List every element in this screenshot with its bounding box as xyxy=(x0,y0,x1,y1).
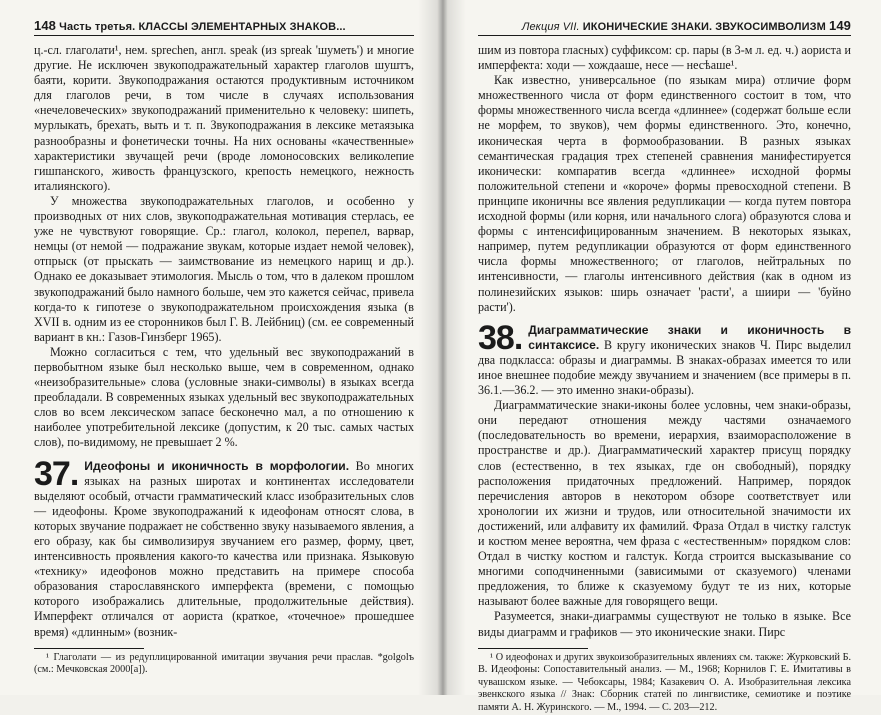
left-running-head xyxy=(34,18,414,36)
right-paragraph-4: Разумеется, знаки-диаграммы существуют не только в языке. Все виды диаграмм и графиков — это иконические знаки. Пирс xyxy=(478,609,851,639)
section-37-body: Во многих языках на разных широтах и континентах исследователи выделяют особый, отчасти грамматический класс изобразительных слов — идеофоны. Кроме звукоподражаний к идеофонам относят слова, в которых звучание подражает не собственно звуку называемого явления, а его образу, как бы символизируя звучанием его размер, форму, цвет, интенсивность проявления какого-то качества или признака. Языковую «технику» идеофонов можно представить на примере способа образования старославянского имперфекта (времени, с помощью которого изображались длительные, продолжительные действия). Имперфект отличался от аориста (краткое, «точечное» прошедшее время) «длинным» (возник- xyxy=(34,458,414,639)
section-38 xyxy=(478,318,851,398)
left-paragraph-1: ц.-сл. глаголати¹, нем. sprechen, англ. speak (из spreak 'шуметь') и многие другие. Не исключен звукоподражательный характер глаголов шуштъ, баяти, корити. Звукоподражания остаются продуктивным источником для глаголов речи, в том числе в случаях использования «нечеловеческих» звукоподражаний применительно к человеку: шипеть, мурлыкать, брехать, выть и т. п. Звукоподражания в лексике метаязыка разнообразны и фонетически точны. На них основаны «качественные» характеристики звучащей речи (вроде ломоносовских великолепие гишпанского, живость французского, крепость немецкого, нежность италиянского). xyxy=(34,43,414,193)
right-running-head-chapter: Лекция VII. xyxy=(521,21,580,33)
section-37 xyxy=(34,454,414,640)
right-footnote: ¹ О идеофонах и других звукоизобразительных явлениях см. также: Журковский Б. В. Идеофоны: Сопоставительный анализ. — М., 1968; Корнилов Г. Е. Имитативы в чувашском языке. — Чебоксары, 1984; Казакевич О. А. Изобразительная лексика эвенкского языка // Знак: Сборник статей по лингвистике, семиотике и поэтике памяти А. Н. Журинского. — М., 1994. — С. 203—212. xyxy=(478,651,851,714)
right-running-head-title: ИКОНИЧЕСКИЕ ЗНАКИ. ЗВУКОСИМВОЛИЗМ xyxy=(582,21,826,33)
left-page xyxy=(0,0,440,695)
section-38-text xyxy=(478,318,851,398)
left-footnote-rule xyxy=(34,648,144,649)
right-page-number: 149 xyxy=(829,18,851,33)
left-paragraph-3: Можно согласиться с тем, что удельный вес звукоподражаний в первобытном языке был несколько выше, чем в современном, однако «неизобразительные» слова (условные знаки-символы) в языках всегда преобладали. В современных языках удельный вес звукоподражательных слов во всем лексическом запасе бесконечно мал, а по отношению к наиболее употребительной лексике (допустим, к 20 тыс. самых частых слов), по-видимому, не превышает 2 %. xyxy=(34,344,414,450)
right-paragraph-3: Диаграмматические знаки-иконы более условны, чем знаки-образы, они передают отношения между частями означаемого (последовательность во времени, иерархия, взаиморасположение в пространстве и др.). Диаграмматический характер присущ порядку слов (естественно, в тех языках, где он свободный), порядку расположения придаточных предложений. Например, порядок перечисления авторов в некотором обзоре соответствует или хронологии их жизни и трудов, или относительной значимости их достижений, или алфавиту их фамилий. Фраза Отдал в чистку галстук и костюм менее вероятна, чем фраза с «естественным» порядком слов: Отдал в чистку костюм и галстук. Когда строится высказывание со многими соподчиненными (зависимыми от сказуемого) членами предложения, то ближе к сказуемому будут те из них, которые называют более важные для говорящего вещи. xyxy=(478,398,851,609)
right-running-head xyxy=(478,18,851,36)
left-page-number: 148 xyxy=(34,18,56,33)
left-paragraph-2: У множества звукоподражательных глаголов, и особенно у производных от них слов, звукоподражательная мотивация стерлась, ее уже не чувствуют говорящие. Ср.: глагол, колокол, перепел, варвар, немцы (от немой — подражание звукам, которые издает немой человек), отпрыск (от прыскать — заимствование из немецкого нарищ и др.). Однако ее доказывает этимология. Мысль о том, что в далеком прошлом звукоподражаний было намного больше, чем это кажется сейчас, привела когда-то к гипотезе о звукоподражательном происхождения языка (в XVII в. одним из ее сторонников был Г. В. Лейбниц) (см. ее современный вариант в кн.: Газов-Гинзберг 1965). xyxy=(34,193,414,344)
section-37-title: Идеофоны и иконичность в морфологии. xyxy=(84,458,350,473)
right-footnote-rule xyxy=(478,648,588,649)
section-37-text xyxy=(34,454,414,640)
right-paragraph-2: Как известно, универсальное (по языкам мира) отличие форм множественного числа от форм единственного состоит в том, что формы множественного числа всегда «длиннее» (содержат больше если не морфем, то звуков), чем формы единственного. Это, конечно, иконическая черта в формообразовании. В разных языках семантическая градация трех степеней сравнения манифестируется иконически: компаратив всегда «длиннее» исходной формы положительной степени и «короче» формы превосходной степени. В принципе иконичны все явления редупликации — когда путем повтора исходной формы (или корня, или начального слога) образуются слова и формы с интенсифицированным значением. В некоторых языках, например, путем редупликации образуются от форм единственного числа формы множественного; от глаголов, нейтральных по интенсивности, — глаголы интенсивного действия (как в одном из полинезийских языков: ширь означает 'расти', а шиири — 'буйно расти'). xyxy=(478,73,851,314)
section-38-body: В кругу иконических знаков Ч. Пирс выделил два подкласса: образы и диаграммы. В знаках-образах имеется то или иное внешнее подобие между звучанием и значением (все примеры в п. 36.1.—36.2. — это именно знаки-образы). xyxy=(478,337,851,398)
section-38-title: Диаграмматические знаки и иконичность в синтаксисе. xyxy=(528,322,851,352)
right-page xyxy=(440,0,881,714)
left-running-head-text: Часть третья. КЛАССЫ ЭЛЕМЕНТАРНЫХ ЗНАКОВ... xyxy=(59,21,346,33)
right-paragraph-1: шим из повтора гласных) суффиксом: ср. пары (в 3-м л. ед. ч.) аориста и имперфекта: ходи — хождааше, несе — несѣаше¹. xyxy=(478,43,851,73)
section-37-number: 37. xyxy=(34,454,79,493)
left-footnote: ¹ Глаголати — из редуплицированной имитации звучания речи праслав. *golgolъ (см.: Мечковская 2000[а]). xyxy=(34,651,414,676)
section-38-number: 38. xyxy=(478,318,523,357)
